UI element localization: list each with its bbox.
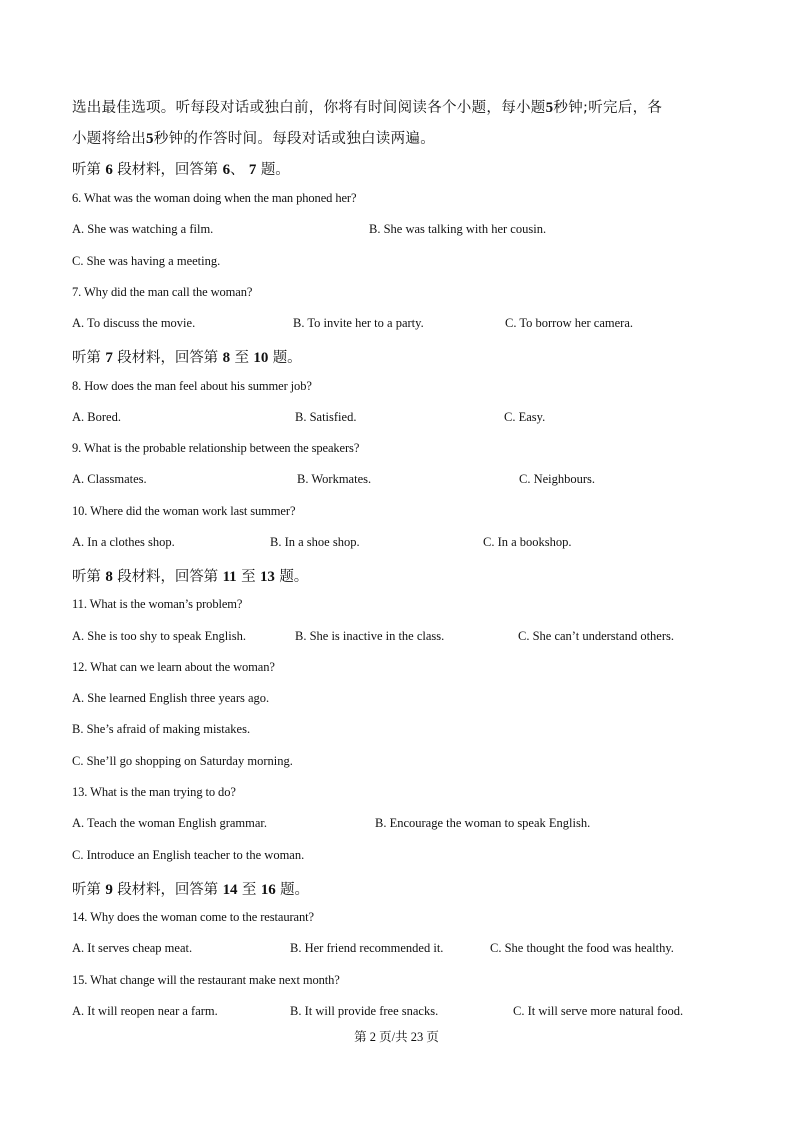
section-number: 6 [105, 162, 113, 178]
intro-text: 秒钟;听完后，各 [553, 100, 663, 116]
option-b: B. She’s afraid of making mistakes. [72, 722, 251, 736]
page-footer: 第 2 页/共 23 页 [354, 1030, 439, 1044]
option-a: A. Bored. [72, 410, 121, 424]
question-text: 12. What can we learn about the woman? [72, 660, 275, 674]
question-text: 7. Why did the man call the woman? [72, 285, 253, 299]
question-text: 6. What was the woman doing when the man phoned her? [72, 191, 357, 205]
intro-number: 5 [545, 100, 554, 116]
section-heading [72, 158, 290, 179]
section-heading [72, 878, 309, 899]
section-number: 7 [248, 162, 257, 178]
section-number: 13 [260, 569, 275, 585]
option-b: B. Workmates. [297, 472, 372, 486]
option-a: A. It will reopen near a farm. [72, 1004, 218, 1018]
option-b: B. Satisfied. [295, 410, 357, 424]
question-text: 9. What is the probable relationship between the speakers? [72, 441, 360, 455]
option-a: A. Teach the woman English grammar. [72, 816, 268, 830]
section-text: 听第 [72, 350, 101, 366]
intro-text: 小题将给出 [72, 131, 146, 147]
option-a: A. To discuss the movie. [72, 316, 196, 330]
option-b: B. Encourage the woman to speak English. [375, 816, 591, 830]
question-text: 14. Why does the woman come to the restaurant? [72, 910, 314, 924]
option-a: A. In a clothes shop. [72, 535, 175, 549]
question-text: 13. What is the man trying to do? [72, 785, 236, 799]
section-number: 7 [105, 350, 113, 366]
option-c: C. She can’t understand others. [518, 629, 674, 643]
section-text: 题。 [272, 350, 302, 366]
option-c: C. In a bookshop. [483, 535, 572, 549]
option-c: C. She’ll go shopping on Saturday morning. [72, 754, 293, 768]
section-text: 听第 [72, 162, 101, 178]
intro-line-2 [72, 127, 435, 148]
section-heading [72, 346, 302, 367]
section-text: 题。 [260, 162, 290, 178]
section-text: 题。 [279, 569, 309, 585]
question-text: 15. What change will the restaurant make next month? [72, 973, 340, 987]
section-text: 听第 [72, 569, 101, 585]
option-a: A. She was watching a film. [72, 222, 214, 236]
option-b: B. To invite her to a party. [293, 316, 424, 330]
section-number: 8 [222, 350, 230, 366]
section-text: 至 [241, 569, 256, 585]
section-number: 6 [222, 162, 230, 178]
option-a: A. She is too shy to speak English. [72, 629, 246, 643]
option-c: C. She was having a meeting. [72, 254, 221, 268]
option-b: B. She is inactive in the class. [295, 629, 445, 643]
section-text: 至 [241, 882, 257, 898]
section-text: 听第 [72, 882, 101, 898]
question-text: 10. Where did the woman work last summer? [72, 504, 296, 518]
section-number: 14 [222, 882, 238, 898]
section-text: 至 [234, 350, 249, 366]
option-c: C. Introduce an English teacher to the woman. [72, 848, 305, 862]
question-text: 11. What is the woman’s problem? [72, 597, 243, 611]
section-heading [72, 565, 308, 586]
section-number: 8 [105, 569, 113, 585]
section-text: 、 [229, 162, 245, 178]
intro-text: 秒钟的作答时间。每段对话或独白读两遍。 [153, 131, 436, 147]
option-c: C. Neighbours. [519, 472, 596, 486]
option-a: A. It serves cheap meat. [72, 941, 193, 955]
option-c: C. Easy. [504, 410, 546, 424]
section-text: 段材料，回答第 [117, 162, 219, 178]
section-text: 段材料，回答第 [117, 882, 219, 898]
option-b: B. It will provide free snacks. [290, 1004, 439, 1018]
option-c: C. It will serve more natural food. [513, 1004, 684, 1018]
section-number: 11 [222, 569, 237, 585]
option-b: B. Her friend recommended it. [290, 941, 444, 955]
option-c: C. She thought the food was healthy. [490, 941, 674, 955]
intro-line-1 [72, 96, 662, 117]
section-text: 题。 [280, 882, 309, 898]
option-c: C. To borrow her camera. [505, 316, 634, 330]
question-text: 8. How does the man feel about his summer job? [72, 379, 312, 393]
option-a: A. She learned English three years ago. [72, 691, 270, 705]
section-number: 10 [253, 350, 269, 366]
intro-text: 选出最佳选项。听每段对话或独白前，你将有时间阅读各个小题，每小题 [72, 100, 546, 116]
option-a: A. Classmates. [72, 472, 147, 486]
option-b: B. She was talking with her cousin. [369, 222, 547, 236]
section-number: 16 [260, 882, 276, 898]
section-text: 段材料，回答第 [117, 569, 219, 585]
intro-number: 5 [146, 131, 154, 147]
option-b: B. In a shoe shop. [270, 535, 360, 549]
section-text: 段材料，回答第 [117, 350, 219, 366]
section-number: 9 [105, 882, 113, 898]
